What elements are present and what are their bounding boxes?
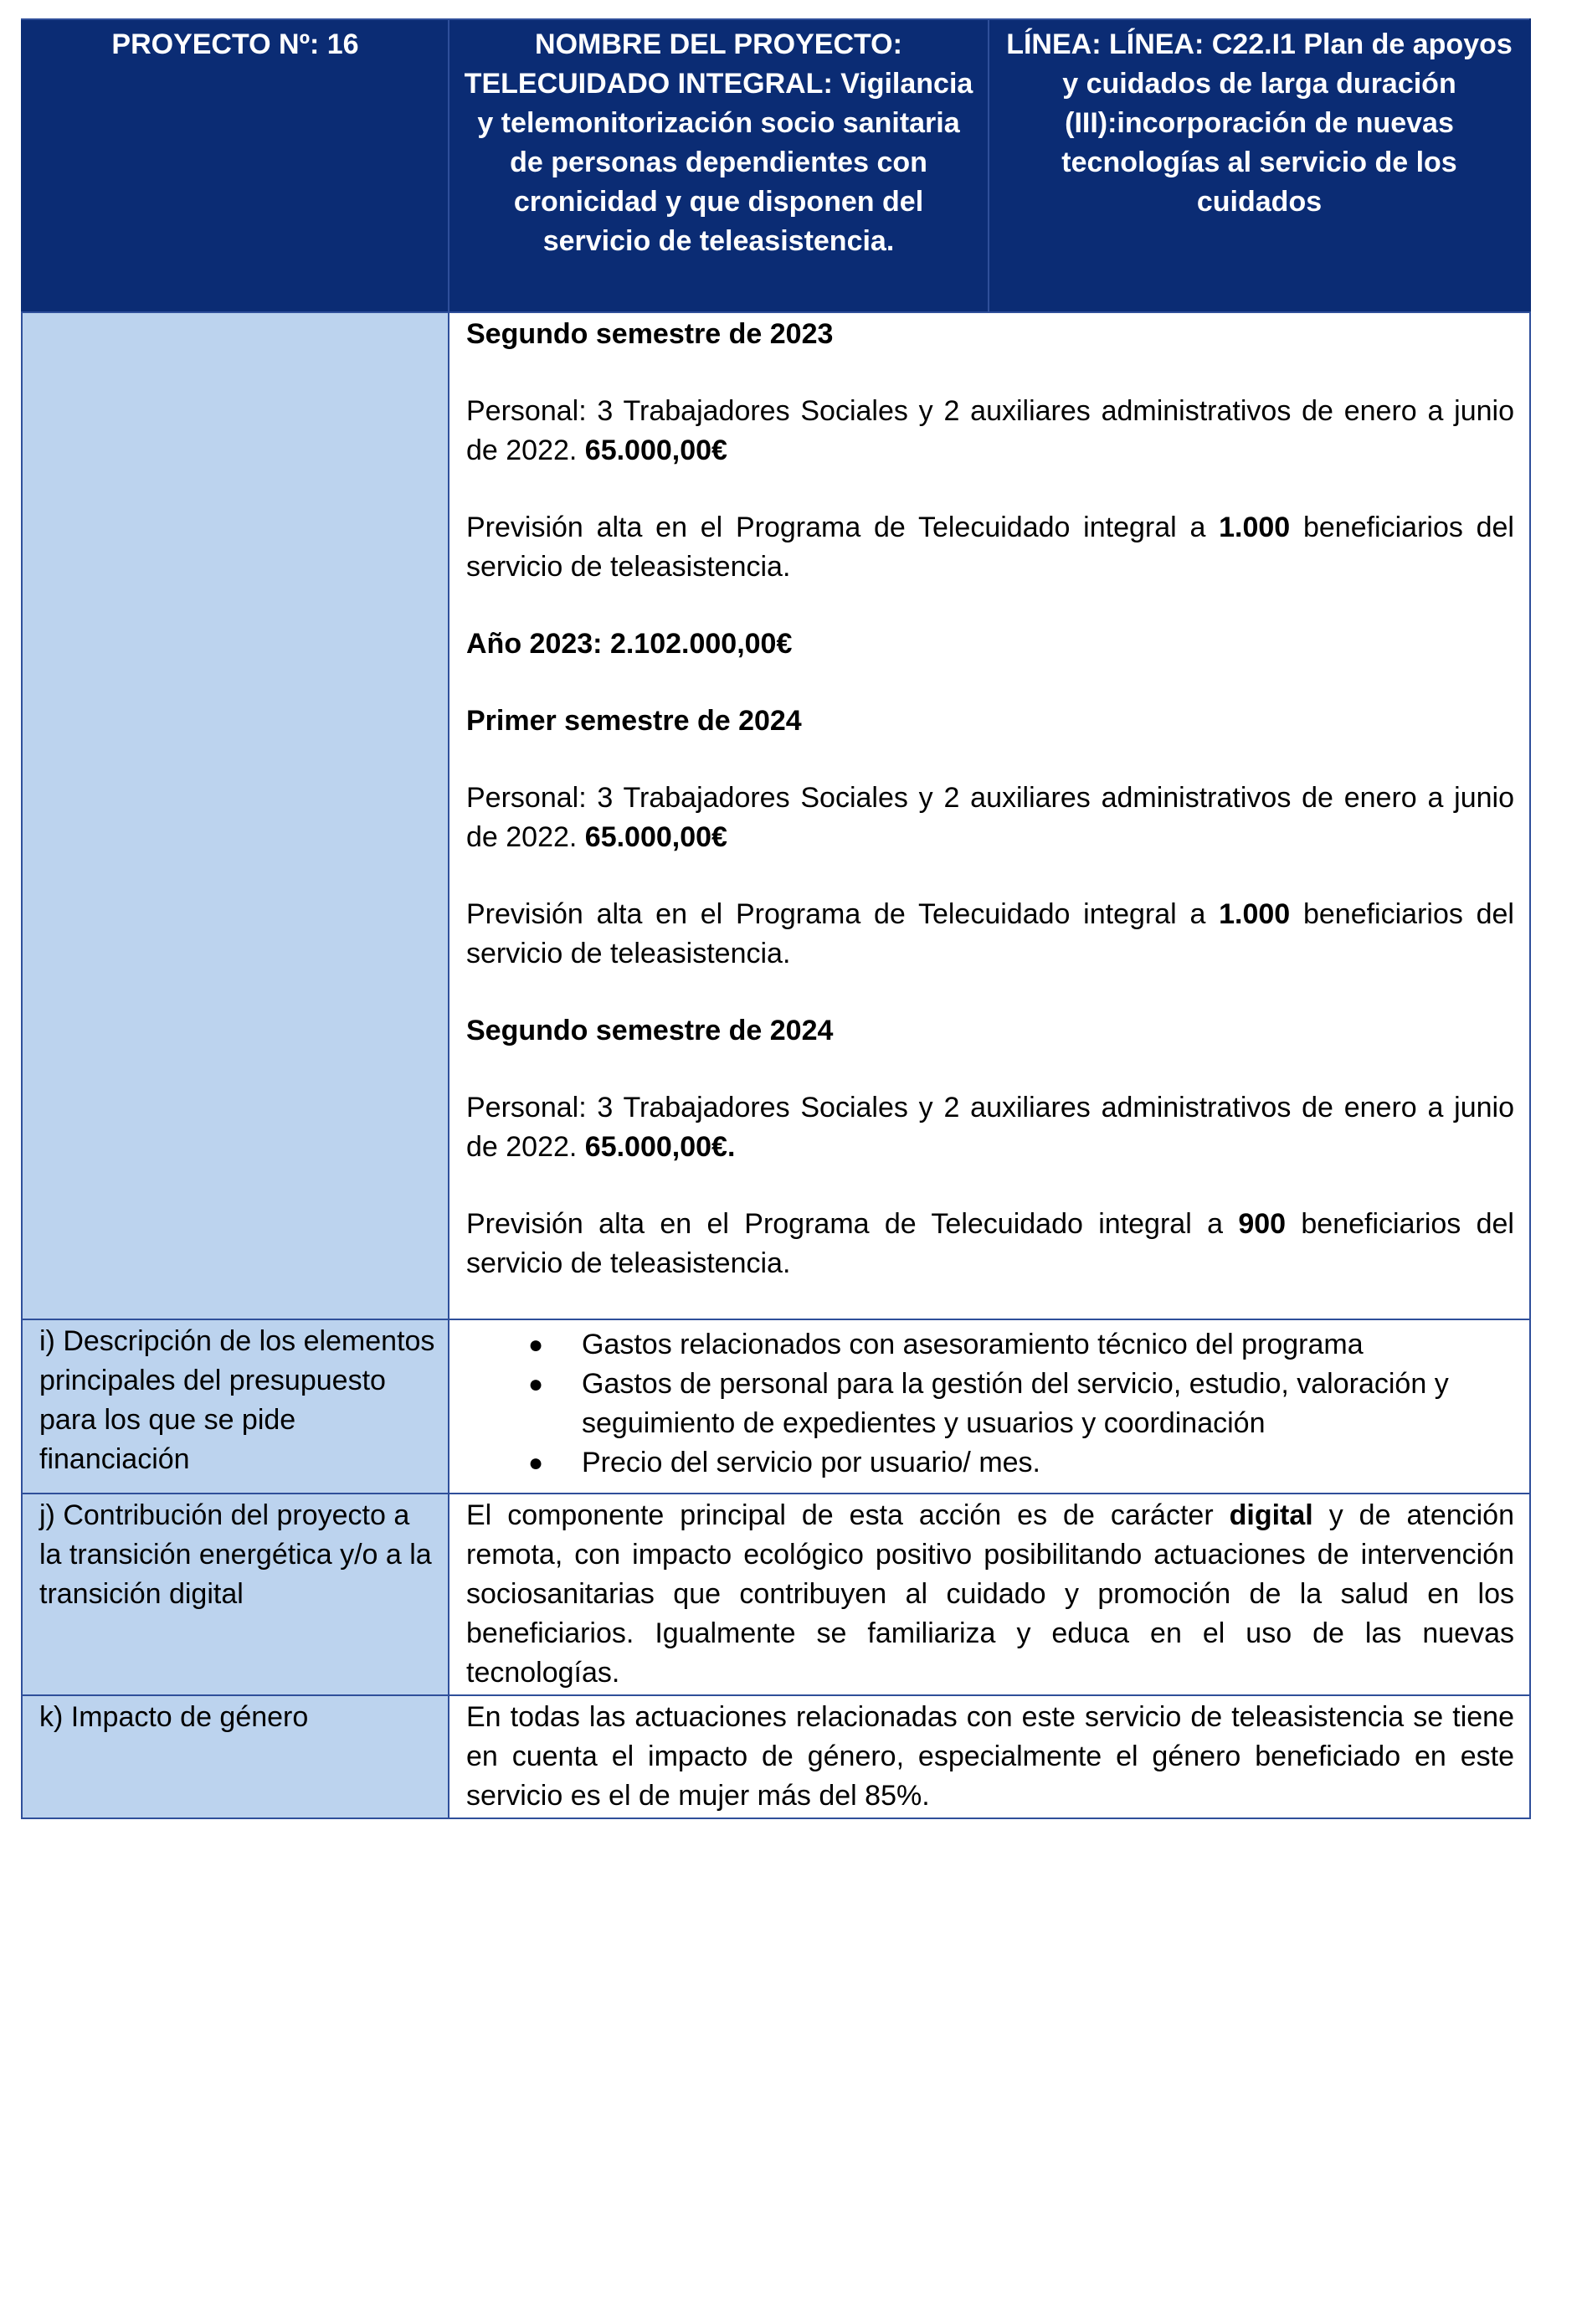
semester-title: Segundo semestre de 2023 bbox=[466, 318, 834, 350]
personal-paragraph: Personal: 3 Trabajadores Sociales y 2 auxiliares administrativos de enero a junio de 2022. 65.000,00€ bbox=[466, 395, 1514, 466]
personal-amount: 65.000,00€ bbox=[584, 434, 727, 466]
beneficiaries-count: 1.000 bbox=[1219, 512, 1291, 543]
personal-paragraph: Personal: 3 Trabajadores Sociales y 2 auxiliares administrativos de enero a junio de 2022. 65.000,00€ bbox=[466, 782, 1514, 853]
project-number-header: PROYECTO Nº: 16 bbox=[22, 19, 449, 312]
schedule-cell bbox=[449, 312, 1530, 1319]
header-row bbox=[22, 19, 1530, 312]
list-item: ● Gastos relacionados con asesoramiento técnico del programa bbox=[466, 1325, 1514, 1365]
bullet-icon: ● bbox=[528, 1449, 544, 1477]
bullet-icon: ● bbox=[528, 1331, 544, 1359]
semester-title: Primer semestre de 2024 bbox=[466, 705, 802, 737]
gender-row bbox=[22, 1695, 1530, 1818]
budget-row bbox=[22, 1319, 1530, 1494]
project-table bbox=[21, 18, 1531, 1819]
budget-list bbox=[466, 1325, 1514, 1483]
personal-amount: 65.000,00€ bbox=[584, 821, 727, 853]
semester-title: Segundo semestre de 2024 bbox=[466, 1015, 834, 1046]
list-item: ● Precio del servicio por usuario/ mes. bbox=[466, 1443, 1514, 1483]
prevision-paragraph: Previsión alta en el Programa de Telecuidado integral a 1.000 beneficiarios del servicio de teleasistencia. bbox=[466, 512, 1514, 583]
prevision-paragraph: Previsión alta en el Programa de Telecuidado integral a 900 beneficiarios del servicio de teleasistencia. bbox=[466, 1208, 1514, 1279]
personal-amount: 65.000,00€. bbox=[584, 1131, 736, 1163]
transition-label: j) Contribución del proyecto a la transición energética y/o a la transición digital bbox=[22, 1494, 449, 1695]
transition-row bbox=[22, 1494, 1530, 1695]
gender-label: k) Impacto de género bbox=[22, 1695, 449, 1818]
budget-cell bbox=[449, 1319, 1530, 1494]
transition-cell: El componente principal de esta acción es de carácter digital y de atención remota, con impacto ecológico positivo posibilitando actuaciones de intervención sociosanitarias que contribuyen al cuidado y promoción de la salud en los beneficiarios. Igualmente se familiariza y educa en el uso de las nuevas tecnologías. bbox=[449, 1494, 1530, 1695]
project-line-header: LÍNEA: LÍNEA: C22.I1 Plan de apoyos y cuidados de larga duración (III):incorporación de nuevas tecnologías al servicio de los cuidados bbox=[989, 19, 1530, 312]
schedule-row bbox=[22, 312, 1530, 1319]
gender-cell: En todas las actuaciones relacionadas con este servicio de teleasistencia se tiene en cuenta el impacto de género, especialmente el género beneficiado en este servicio es el de mujer más del 85%. bbox=[449, 1695, 1530, 1818]
bullet-icon: ● bbox=[528, 1370, 544, 1398]
beneficiaries-count: 1.000 bbox=[1219, 898, 1291, 930]
beneficiaries-count: 900 bbox=[1238, 1208, 1287, 1240]
year-total: Año 2023: 2.102.000,00€ bbox=[466, 628, 793, 660]
list-item: ● Gastos de personal para la gestión del servicio, estudio, valoración y seguimiento de expedientes y usuarios y coordinación bbox=[466, 1365, 1514, 1443]
prevision-paragraph: Previsión alta en el Programa de Telecuidado integral a 1.000 beneficiarios del servicio de teleasistencia. bbox=[466, 898, 1514, 969]
project-name-header: NOMBRE DEL PROYECTO: TELECUIDADO INTEGRAL: Vigilancia y telemonitorización socio sanitaria de personas dependientes con cronicidad y que disponen del servicio de teleasistencia. bbox=[449, 19, 989, 312]
digital-emphasis: digital bbox=[1229, 1499, 1313, 1531]
personal-paragraph: Personal: 3 Trabajadores Sociales y 2 auxiliares administrativos de enero a junio de 2022. 65.000,00€. bbox=[466, 1092, 1514, 1163]
budget-label: i) Descripción de los elementos principales del presupuesto para los que se pide financiación bbox=[22, 1319, 449, 1494]
schedule-label-cell bbox=[22, 312, 449, 1319]
